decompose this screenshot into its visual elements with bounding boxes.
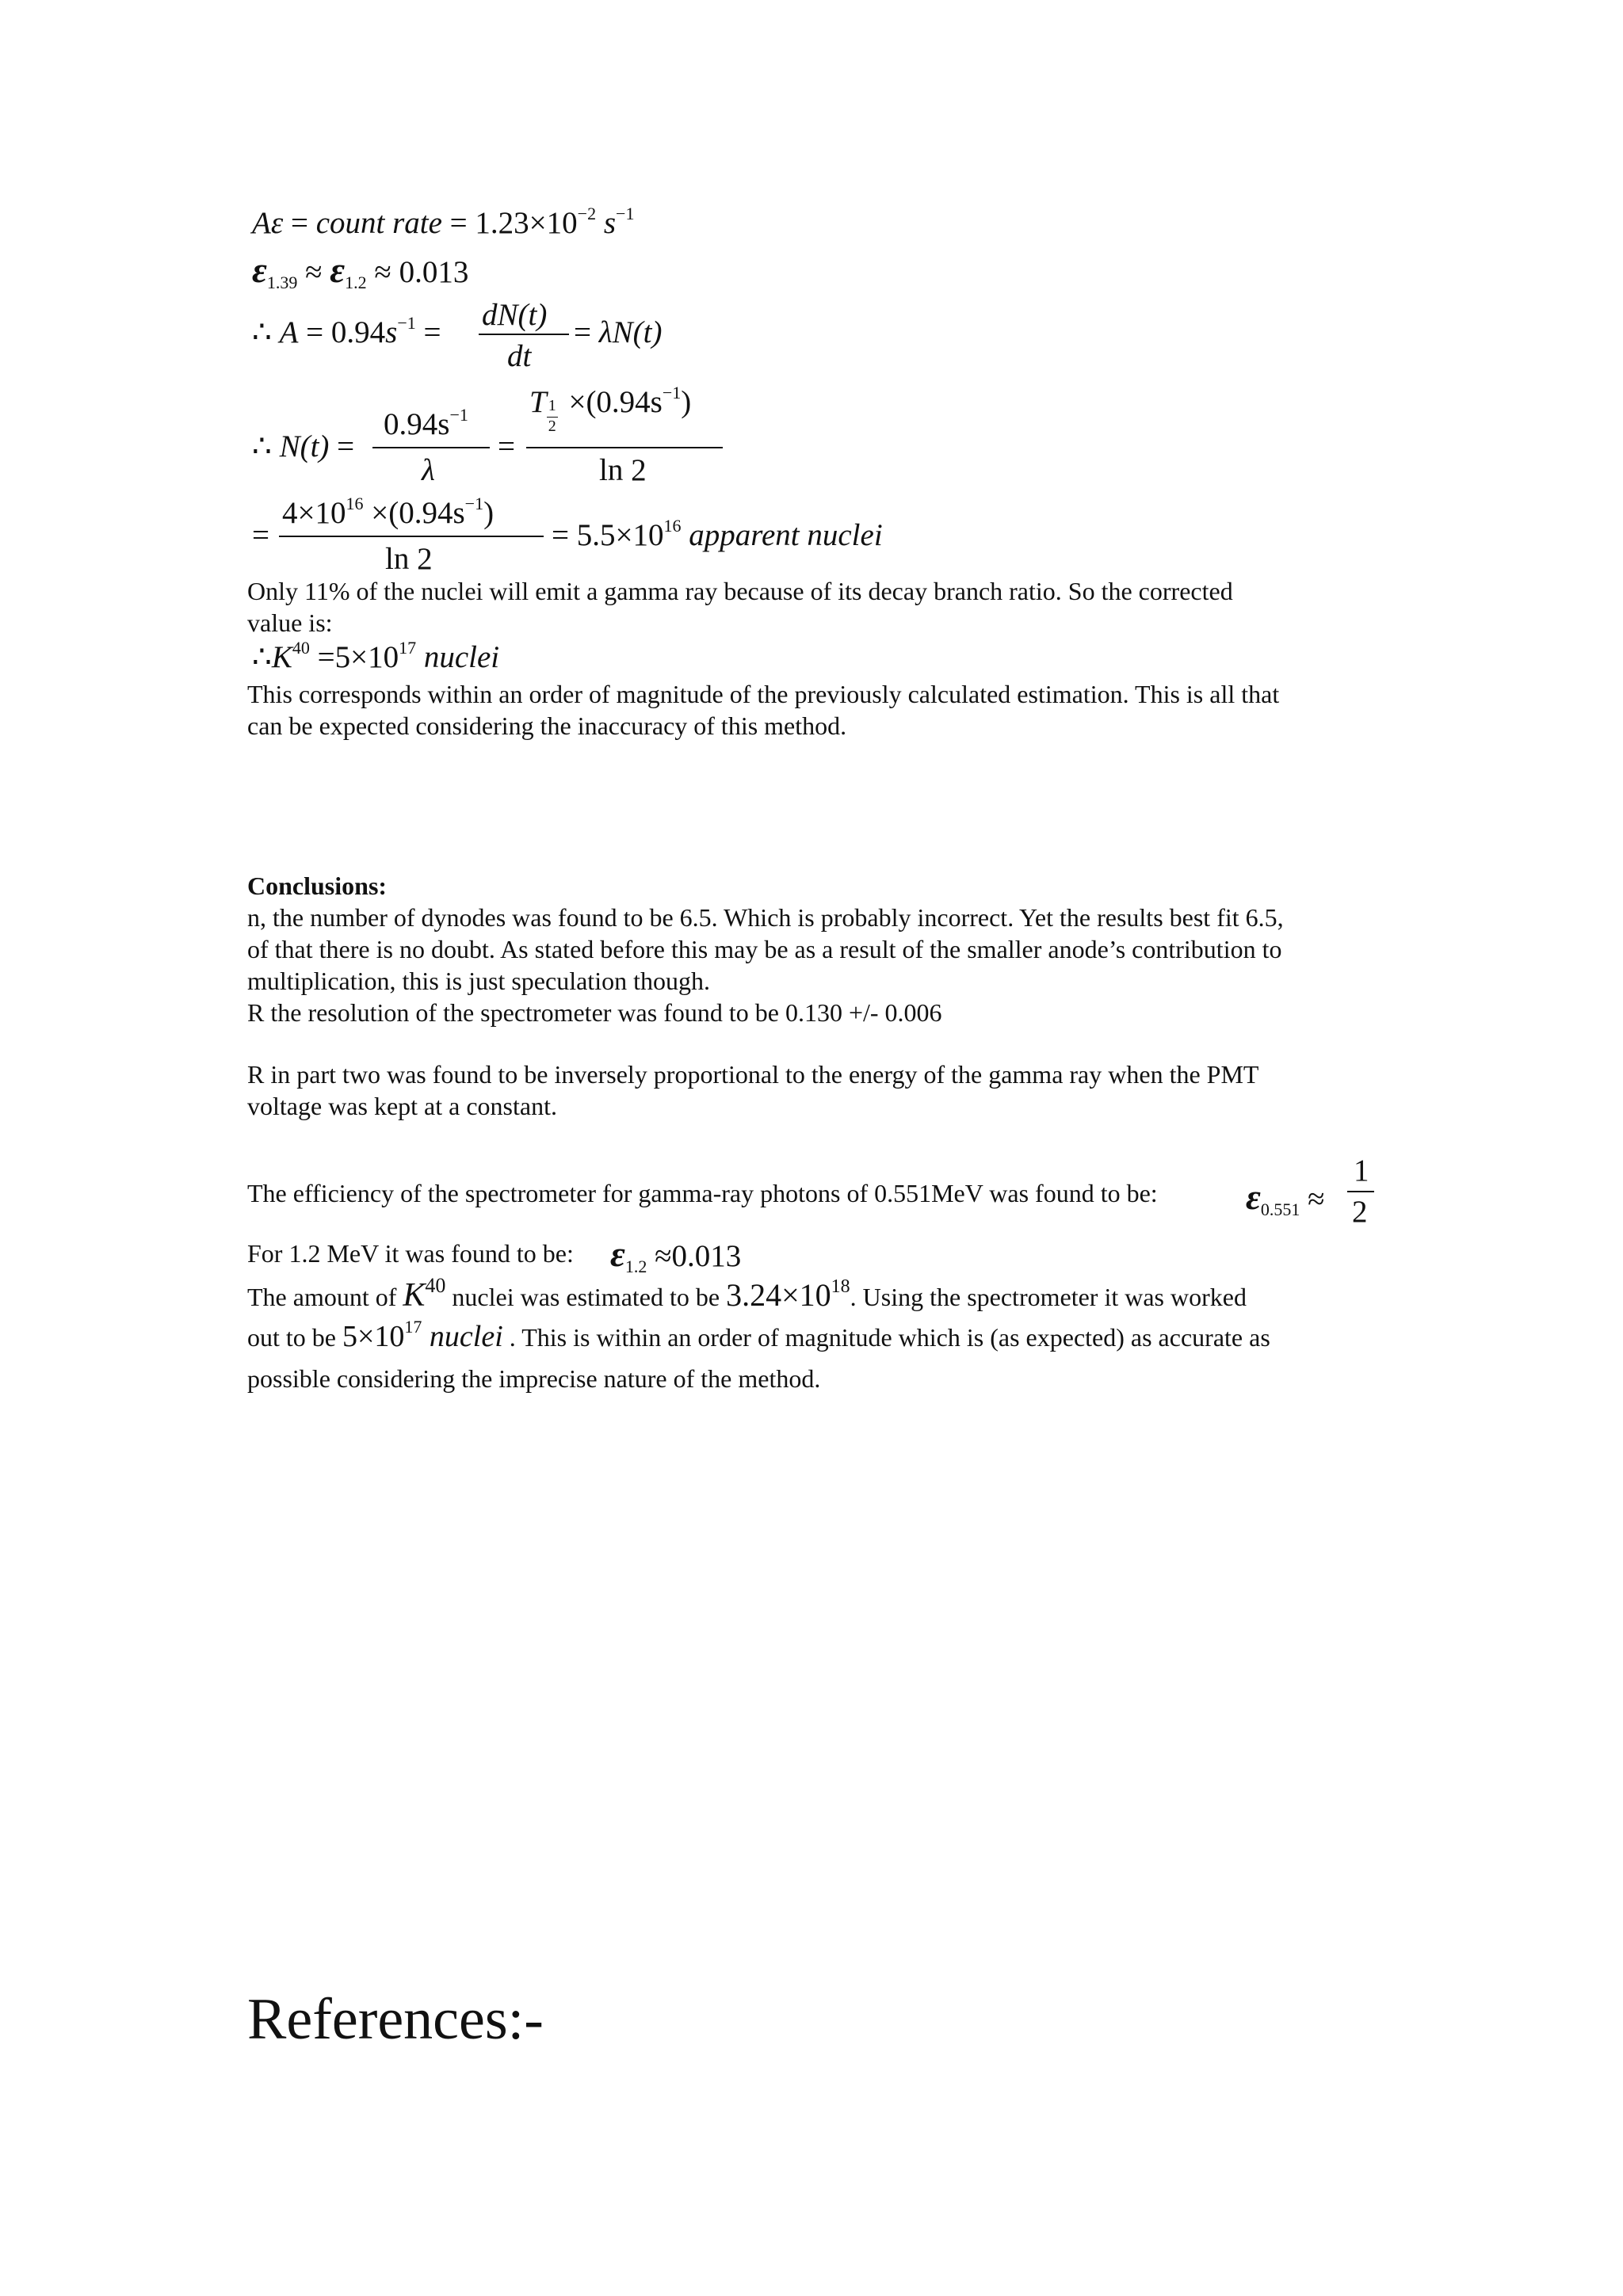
fraction-denominator: ln 2: [599, 453, 647, 487]
fraction-numerator: [384, 405, 468, 441]
amount-value: [726, 1277, 850, 1313]
eq-lhs: A: [279, 315, 299, 349]
fraction-bar: [1347, 1191, 1374, 1192]
amount-mid: nuclei was estimated to be: [452, 1283, 720, 1311]
eq-value: ×(0.94s: [371, 496, 465, 530]
equation-activity-rhs: [574, 317, 662, 348]
mev-line: For 1.2 MeV it was found to be:: [247, 1239, 574, 1268]
eq-symbol: K: [403, 1277, 426, 1314]
eq-sign: =: [337, 429, 355, 463]
eq-exponent: 17: [404, 1317, 422, 1337]
eq-rhs: λN(t): [598, 315, 663, 349]
eq-exponent: 17: [399, 638, 417, 658]
eq-exponent: 18: [831, 1276, 850, 1297]
fraction-denominator: ln 2: [385, 542, 433, 576]
eq-text: nuclei: [429, 1320, 503, 1353]
amount-suffix: . Using the spectrometer it was worked: [850, 1283, 1247, 1311]
equation-k40-nuclei: [252, 638, 500, 674]
eq-unit: s: [603, 206, 617, 240]
half-numerator: 1: [548, 397, 556, 414]
eq-exponent: 16: [346, 494, 364, 513]
eq-sign: =: [290, 206, 308, 240]
eq-sign: =: [317, 640, 335, 674]
out-value: [342, 1317, 503, 1353]
eq-exponent: −1: [464, 494, 484, 513]
eq-lhs: Aε: [252, 206, 284, 240]
eq-text: nuclei: [423, 640, 500, 674]
conclusions-paragraph: [247, 902, 1284, 1028]
out-line: [247, 1317, 1270, 1353]
therefore-symbol: ∴: [252, 315, 272, 349]
fraction-denominator: λ: [422, 453, 435, 487]
eq-paren: ): [681, 385, 692, 419]
eq-value: 1.23×10: [475, 206, 578, 240]
eq-value: 5×10: [342, 1320, 405, 1353]
eq-exponent: −1: [662, 383, 682, 402]
resolution-paragraph: [247, 1058, 1258, 1122]
fraction-denominator: 2: [1352, 1195, 1368, 1229]
text-line: This corresponds within an order of magnitude of the previously calculated estimation. This is all that: [247, 680, 1280, 708]
eq-approx: ≈: [305, 255, 323, 289]
epsilon-symbol: ε: [610, 1234, 625, 1274]
half-denominator: 2: [548, 418, 556, 435]
eq-lhs: N(t): [279, 429, 330, 463]
references-heading: References:-: [247, 1987, 544, 2052]
eq-value: 4×10: [282, 496, 346, 530]
equation-number-nuclei: [252, 431, 354, 462]
eq-value: 0.94s: [384, 407, 450, 441]
eq-unit: s: [385, 315, 398, 349]
text-line: of that there is no doubt. As stated before this may be as a result of the smaller anode’s contribution to: [247, 935, 1282, 963]
equation-count-rate: [252, 204, 635, 240]
eq-sign: =: [552, 518, 569, 552]
eq-subscript: 1.2: [624, 1257, 647, 1276]
fraction-bar: [279, 536, 544, 537]
eq-approx: ≈: [374, 255, 391, 289]
fraction-numerator: [282, 494, 495, 530]
eq-value: ×(0.94s: [568, 385, 663, 419]
eq-subscript: 0.551: [1260, 1199, 1300, 1219]
eq-sign: =: [574, 315, 591, 349]
paragraph-order-of-magnitude: [247, 678, 1279, 742]
eq-exponent: −1: [616, 204, 635, 223]
eq-exponent: −1: [449, 405, 468, 425]
k-symbol: [403, 1274, 446, 1314]
eq-text: count rate: [315, 206, 442, 240]
eq-exponent: −2: [577, 204, 597, 223]
fraction-numerator: [529, 383, 692, 435]
eq-exponent: 40: [292, 638, 310, 658]
epsilon-symbol: ε: [1246, 1177, 1261, 1217]
text-line: Only 11% of the nuclei will emit a gamma ray because of its decay branch ratio. So the corrected: [247, 577, 1233, 605]
fraction-denominator: dt: [507, 339, 532, 373]
therefore-symbol: ∴: [252, 640, 272, 674]
eq-paren: ): [483, 496, 495, 530]
equation-activity: [252, 313, 441, 349]
paragraph-branch-ratio: [247, 575, 1233, 639]
eq-sign: =: [498, 429, 515, 463]
last-line: possible considering the imprecise nature of the method.: [247, 1364, 821, 1393]
efficiency-expression: [1246, 1177, 1325, 1219]
text-line: can be expected considering the inaccuracy of this method.: [247, 711, 847, 740]
conclusions-heading: Conclusions:: [247, 871, 388, 900]
eq-value: 0.94: [330, 315, 386, 349]
eq-value: 5.5×10: [576, 518, 664, 552]
therefore-symbol: ∴: [252, 429, 272, 463]
eq-symbol: T: [529, 385, 547, 419]
eq-symbol: K: [271, 640, 292, 674]
epsilon-symbol: ε: [252, 250, 267, 290]
text-line: n, the number of dynodes was found to be 6.5. Which is probably incorrect. Yet the results best fit 6.5,: [247, 903, 1284, 932]
eq-approx: ≈: [1308, 1182, 1325, 1216]
eq-value: 0.013: [399, 255, 469, 289]
text-line: R in part two was found to be inversely proportional to the energy of the gamma ray when the PMT: [247, 1060, 1259, 1089]
mev-expression: [610, 1234, 742, 1276]
text-line: multiplication, this is just speculation though.: [247, 967, 710, 995]
fraction-numerator: dN(t): [482, 298, 548, 332]
fraction-bar: [372, 447, 490, 448]
text-line: value is:: [247, 608, 333, 637]
eq-exponent: −1: [397, 313, 416, 333]
out-prefix: out to be: [247, 1323, 336, 1352]
out-suffix: . This is within an order of magnitude which is (as expected) as accurate as: [509, 1323, 1270, 1352]
eq-sign: =: [252, 518, 269, 552]
fraction-bar: [526, 447, 723, 448]
efficiency-line: The efficiency of the spectrometer for gamma-ray photons of 0.551MeV was found to be:: [247, 1179, 1158, 1207]
eq-subscript: 1.2: [345, 273, 367, 292]
eq-sign: =: [423, 315, 441, 349]
eq-sign: =: [306, 315, 324, 349]
text-line: R the resolution of the spectrometer was found to be 0.130 +/- 0.006: [247, 998, 942, 1027]
eq-exponent: 16: [663, 516, 682, 536]
eq-text: apparent nuclei: [689, 518, 883, 552]
eq-subscript: 1.39: [266, 273, 298, 292]
equation-apparent-nuclei: [552, 516, 883, 552]
eq-value: 3.24×10: [726, 1277, 831, 1313]
eq-exponent: 40: [425, 1274, 446, 1297]
text-line: voltage was kept at a constant.: [247, 1092, 557, 1120]
amount-line: [247, 1274, 1247, 1314]
amount-prefix: The amount of: [247, 1283, 397, 1311]
fraction-numerator: 1: [1354, 1154, 1369, 1188]
eq-sign: =: [449, 206, 468, 240]
eq-value: 5×10: [334, 640, 399, 674]
eq-value: ≈0.013: [655, 1239, 742, 1273]
equation-efficiency-approx: [252, 250, 469, 292]
epsilon-symbol: ε: [330, 250, 346, 290]
fraction-bar: [479, 334, 569, 335]
